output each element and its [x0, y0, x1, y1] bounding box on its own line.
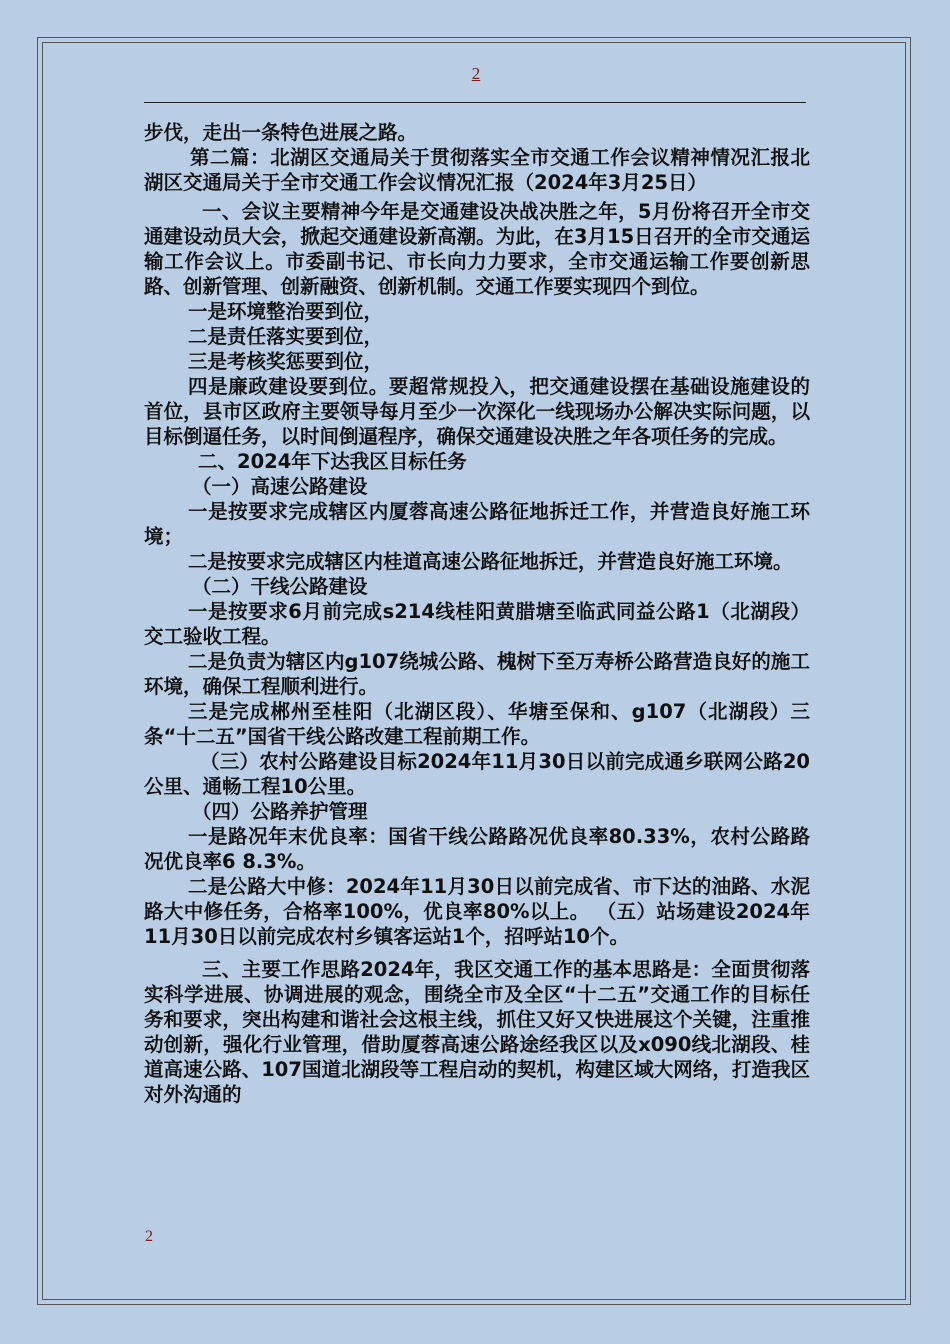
footer-page-number: 2 — [145, 1228, 153, 1245]
paragraph: 三是完成郴州至桂阳（北湖区段）、华塘至保和、g107（北湖段）三条“十二五”国省干线公路改建工程前期工作。 — [144, 700, 810, 748]
paragraph: 一是按要求6月前完成s214线桂阳黄腊塘至临武同益公路1（北湖段）交工验收工程。 — [144, 600, 810, 648]
paragraph: 一、会议主要精神今年是交通建设决战决胜之年，5月份将召开全市交通建设动员大会，掀起交通建设新高潮。为此，在3月15日召开的全市交通运输工作会议上。市委副书记、市长向力力要求，全市交通运输工作要创新思路、创新管理、创新融资、创新机制。交通工作要实现四个到位。 — [144, 200, 810, 298]
paragraph: 步伐，走出一条特色进展之路。 — [144, 121, 418, 144]
paragraph: 二是公路大中修：2024年11月30日以前完成省、市下达的油路、水泥路大中修任务，合格率100%，优良率80%以上。 （五）站场建设2024年11月30日以前完成农村乡镇客运站1个，招呼站10个。 — [144, 875, 810, 948]
paragraph: （一）高速公路建设 — [192, 475, 368, 498]
paragraph: 三、主要工作思路2024年，我区交通工作的基本思路是：全面贯彻落实科学进展、协调进展的观念，围绕全市及全区“十二五”交通工作的目标任务和要求，突出构建和谐社会这根主线，抓住又好又快进展这个关键，注重推动创新，强化行业管理，借助厦蓉高速公路途经我区以及x090线北湖段、桂道高速公路、107国道北湖段等工程启动的契机，构建区域大网络，打造我区对外沟通的 — [144, 958, 810, 1106]
paragraph: 四是廉政建设要到位。要超常规投入，把交通建设摆在基础设施建设的首位，县市区政府主要领导每月至少一次深化一线现场办公解决实际问题，以目标倒逼任务，以时间倒逼程序，确保交通建设决胜之年各项任务的完成。 — [144, 375, 810, 448]
header-page-number: 2 — [471, 64, 481, 83]
paragraph: 三是考核奖惩要到位， — [188, 350, 384, 373]
paragraph: （四）公路养护管理 — [192, 800, 368, 823]
document-body — [144, 120, 810, 1107]
paragraph: （三）农村公路建设目标2024年11月30日以前完成通乡联网公路20公里、通畅工程10公里。 — [144, 750, 810, 798]
paragraph: 二是按要求完成辖区内桂道高速公路征地拆迁，并营造良好施工环境。 — [188, 550, 793, 573]
paragraph: 二是责任落实要到位， — [188, 325, 384, 348]
paragraph: 二、2024年下达我区目标任务 — [198, 450, 467, 473]
header-rule — [144, 102, 806, 103]
paragraph: 一是环境整治要到位， — [188, 300, 384, 323]
paragraph: 一是按要求完成辖区内厦蓉高速公路征地拆迁工作，并营造良好施工环境； — [144, 500, 810, 548]
paragraph: 一是路况年末优良率：国省干线公路路况优良率80.33%，农村公路路况优良率6 8.3%。 — [144, 825, 810, 873]
paragraph: （二）干线公路建设 — [192, 575, 368, 598]
paragraph: 第二篇：北湖区交通局关于贯彻落实全市交通工作会议精神情况汇报北湖区交通局关于全市交通工作会议情况汇报（2024年3月25日） — [144, 146, 810, 194]
paragraph: 二是负责为辖区内g107绕城公路、槐树下至万寿桥公路营造良好的施工环境，确保工程顺利进行。 — [144, 650, 810, 698]
